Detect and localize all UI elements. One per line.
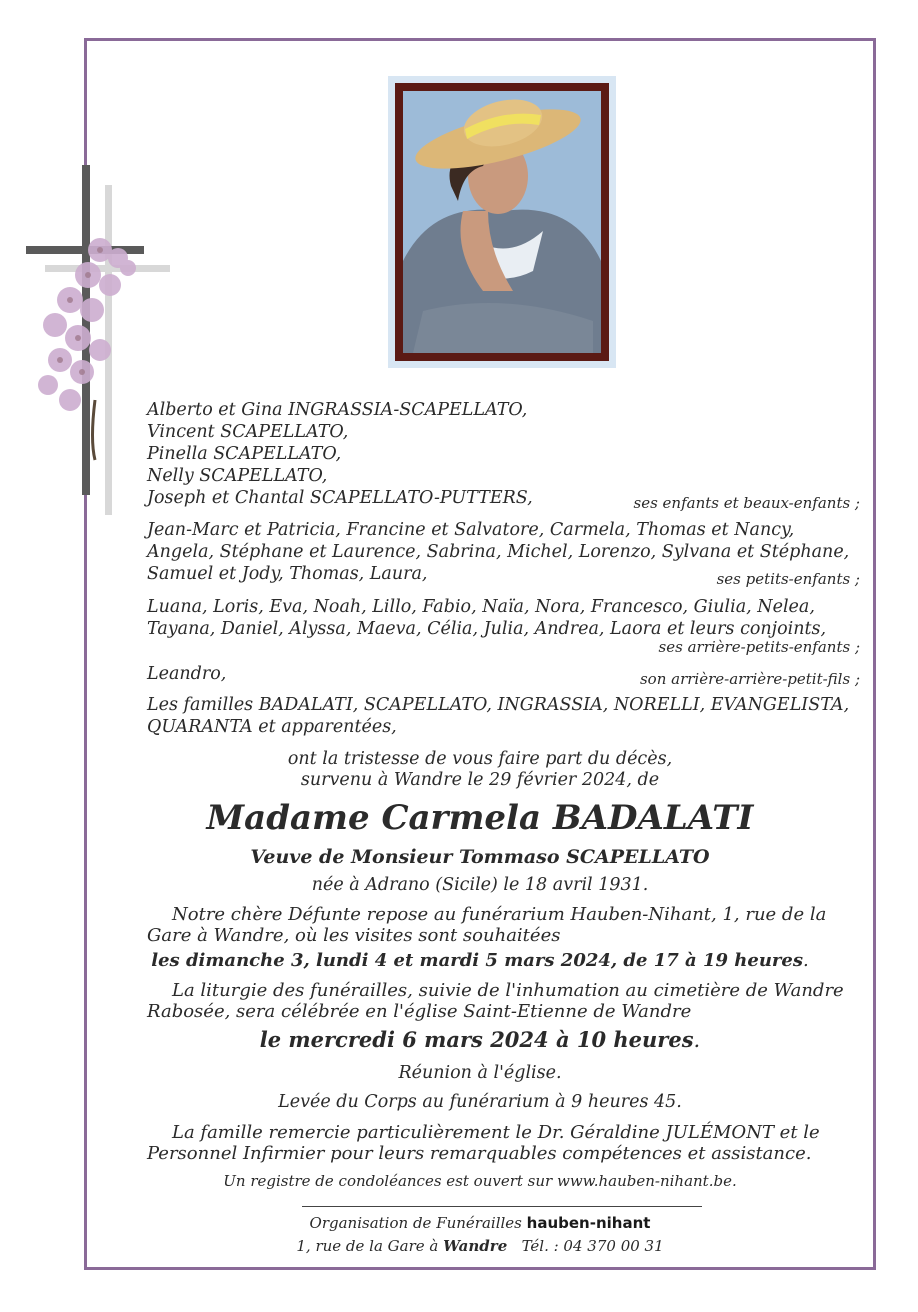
children-role: ses enfants et beaux-enfants ; xyxy=(633,494,860,512)
child-line: Alberto et Gina INGRASSIA-SCAPELLATO, xyxy=(147,400,528,420)
birth-line: née à Adrano (Sicile) le 18 avril 1931. xyxy=(311,875,649,895)
great-grandchildren-role: ses arrière-petits-enfants ; xyxy=(658,638,860,656)
meeting-line: Réunion à l'église. xyxy=(398,1063,562,1083)
footer-divider xyxy=(302,1206,702,1207)
visits-dates-end: . xyxy=(802,950,809,971)
levee-line: Levée du Corps au funérarium à 9 heures 45. xyxy=(278,1092,682,1112)
funeral-text: La liturgie des funérailles, suivie de l'inhumation au cimetière de Wandre Rabosée, sera célébrée en l'église Saint-Etienne de Wandre xyxy=(147,980,844,1022)
great-great-grandchild: Leandro, xyxy=(147,664,227,684)
families-line: Les familles BADALATI, SCAPELLATO, INGRASSIA, NORELLI, EVANGELISTA, xyxy=(147,695,850,715)
child-line: Joseph et Chantal SCAPELLATO-PUTTERS, xyxy=(147,488,533,508)
announcement-line: ont la tristesse de vous faire part du décès, xyxy=(287,749,673,769)
brand-logo: hauben-nihant xyxy=(526,1214,651,1232)
visits-text: Notre chère Défunte repose au funérarium Hauben-Nihant, 1, rue de la Gare à Wandre, où les visites sont souhaitées xyxy=(147,904,827,946)
deceased-name: Madame Carmela BADALATI xyxy=(206,798,754,838)
child-line: Vincent SCAPELLATO, xyxy=(147,422,349,442)
footer-street: 1, rue de la Gare à xyxy=(296,1237,439,1255)
footer-town: Wandre xyxy=(443,1237,508,1255)
footer-address xyxy=(84,1237,876,1255)
child-line: Nelly SCAPELLATO, xyxy=(147,466,328,486)
widow-line: Veuve de Monsieur Tommaso SCAPELLATO xyxy=(250,846,710,868)
footer-org-label: Organisation de Funérailles xyxy=(309,1214,522,1232)
funeral-date: le mercredi 6 mars 2024 à 10 heures xyxy=(259,1027,694,1052)
grandchildren-line: Jean-Marc et Patricia, Francine et Salvatore, Carmela, Thomas et Nancy, xyxy=(147,520,795,540)
footer-org xyxy=(84,1214,876,1232)
funeral-date-end: . xyxy=(693,1028,701,1052)
grandchildren-role: ses petits-enfants ; xyxy=(716,570,860,588)
great-great-grandchild-role: son arrière-arrière-petit-fils ; xyxy=(639,670,860,688)
great-grandchildren-line: Tayana, Daniel, Alyssa, Maeva, Célia, Julia, Andrea, Laora et leurs conjoints, xyxy=(147,619,827,639)
families-line: QUARANTA et apparentées, xyxy=(147,717,397,737)
footer-phone: Tél. : 04 370 00 31 xyxy=(521,1237,664,1255)
grandchildren-line: Angela, Stéphane et Laurence, Sabrina, Michel, Lorenzo, Sylvana et Stéphane, xyxy=(147,542,850,562)
announcement-line: survenu à Wandre le 29 février 2024, de xyxy=(300,770,660,790)
thanks-text: La famille remercie particulièrement le Dr. Géraldine JULÉMONT et le Personnel Infirmier pour leurs remarquables compétences et assistance. xyxy=(147,1122,820,1164)
grandchildren-line: Samuel et Jody, Thomas, Laura, xyxy=(147,564,428,584)
visits-dates: les dimanche 3, lundi 4 et mardi 5 mars 2024, de 17 à 19 heures xyxy=(151,950,803,971)
child-line: Pinella SCAPELLATO, xyxy=(147,444,342,464)
register-line: Un registre de condoléances est ouvert sur www.hauben-nihant.be. xyxy=(223,1172,737,1190)
great-grandchildren-line: Luana, Loris, Eva, Noah, Lillo, Fabio, Naïa, Nora, Francesco, Giulia, Nelea, xyxy=(147,597,815,617)
portrait-photo xyxy=(403,91,601,353)
